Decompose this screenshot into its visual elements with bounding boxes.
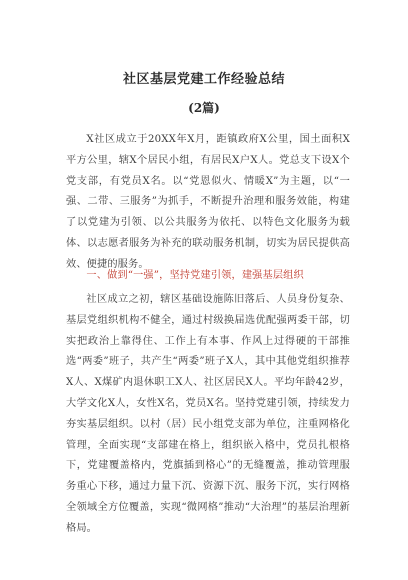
document-title: 社区基层党建工作经验总结 — [122, 72, 285, 87]
section-heading — [66, 266, 350, 286]
paragraph-section-one — [66, 290, 350, 540]
paragraph-text: 社区成立之初，辖区基础设施陈旧落后、人员身份复杂、基层党组织机构不健全，通过村级换届选优配强两委干部，切实把政治上靠得住、工作上有本事、作风上过得硬的干部推选“两委”班子，共产生“两委”班子X人，其中其他党组织推荐X人、X煤矿内退休职工X人、社区居民X人。平均年龄42岁，大学文化X人，女性X名，党员X名。坚持党建引领，持续发力夯实基层组织。以村（居）民小组党支部为单位，注重网格化管理，全面实现“支部建在格上，组织嵌入格中，党员扎根格下，党建覆盖格内，党旗插到格心”的无缝覆盖，推动管理服务重心下移，通过力量下沉、资源下沉、服务下沉，实行网格全领域全方位覆盖，实现“微网格”推动“大治理”的基层治理新格局。 — [66, 294, 350, 534]
document-subtitle: (2篇) — [188, 101, 220, 115]
paragraph-text: X社区成立于20XX年X月，距镇政府X公里，国土面积X平方公里，辖X个居民小组，有居民X户X人。党总支下设X个党支部，有党员X名。以“党恩似火、情暖X”为主题，以“一强、二带、三服务”为抓手，不断提升治理和服务效能，构建了以党建为引领、以公共服务为依托、以特色文化服务为载体、以志愿者服务为补充的联动服务机制，切实为居民提供高效、便捷的服务。 — [66, 134, 350, 270]
paragraph-intro — [66, 130, 350, 276]
section-heading-text: 一、做到“一强”，坚持党建引领，建强基层组织 — [86, 270, 304, 281]
